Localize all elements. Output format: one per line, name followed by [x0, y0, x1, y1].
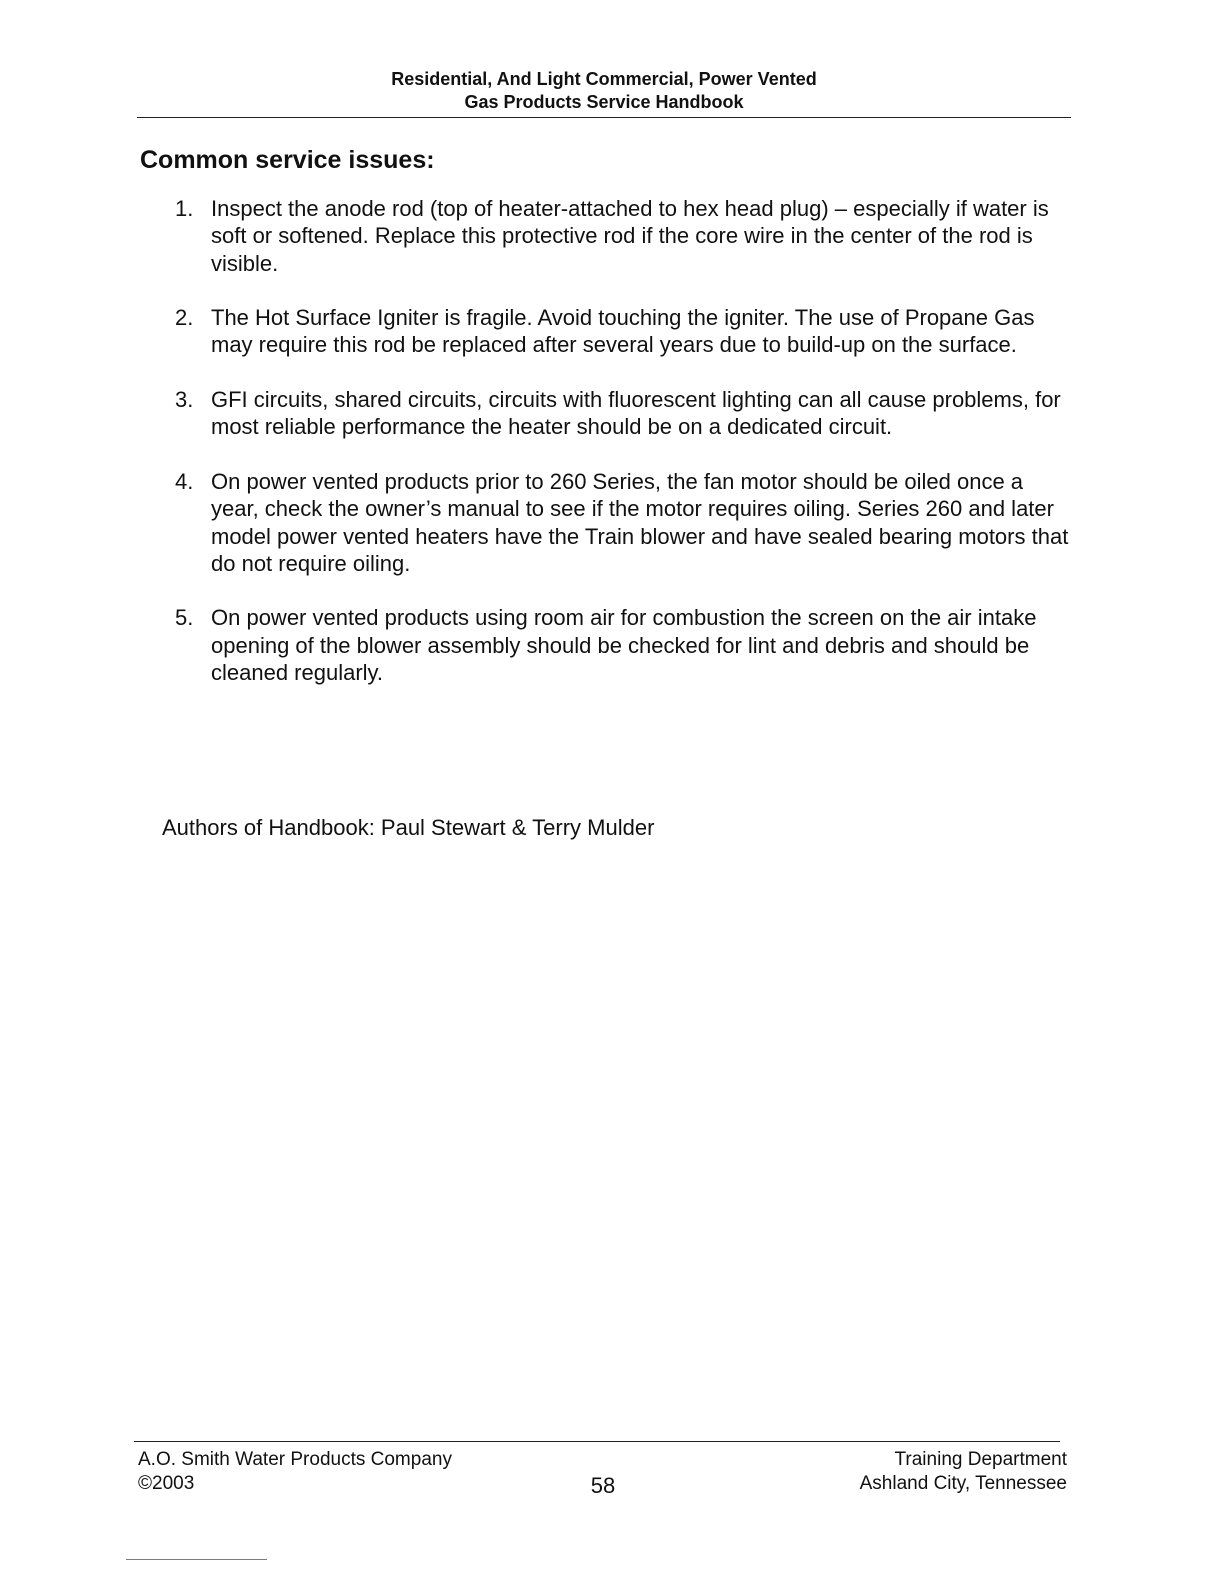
issue-text: On power vented products prior to 260 Series, the fan motor should be oiled once a year, check the owner’s manual to see if the motor requires oiling. Series 260 and later model power vented heaters have the Train blower and have sealed bearing motors that do not require oiling. — [211, 468, 1069, 576]
page-header — [137, 68, 1071, 114]
authors-credit: Authors of Handbook: Paul Stewart & Terry Mulder — [162, 815, 655, 840]
footer-location: Ashland City, Tennessee — [859, 1473, 1067, 1494]
issue-number: 5. — [175, 605, 194, 631]
header-title-line-2: Gas Products Service Handbook — [464, 92, 744, 112]
header-title-line-1: Residential, And Light Commercial, Power Vented — [391, 69, 817, 89]
issue-number: 1. — [175, 196, 194, 221]
issue-text: On power vented products using room air for combustion the screen on the air intake opening of the blower assembly should be checked for lint and debris and should be cleaned regularly. — [211, 605, 1037, 686]
footer-company: A.O. Smith Water Products Company — [138, 1449, 452, 1470]
issue-number: 4. — [175, 468, 194, 494]
footer-right — [860, 1448, 1067, 1496]
issue-number: 2. — [175, 305, 194, 331]
bottom-link-underline — [126, 1559, 267, 1560]
footer-department: Training Department — [894, 1449, 1067, 1470]
page-number: 58 — [590, 1473, 616, 1498]
footer-left — [138, 1448, 452, 1496]
issue-item — [170, 386, 1075, 441]
section-title: Common service issues: — [140, 146, 435, 174]
issues-list — [170, 195, 1075, 714]
header-divider — [137, 117, 1071, 118]
issue-text: The Hot Surface Igniter is fragile. Avoid touching the igniter. The use of Propane Gas may require this rod be replaced after several years due to build-up on the surface. — [211, 305, 1035, 358]
footer-copyright: ©2003 — [138, 1473, 195, 1494]
issue-text: GFI circuits, shared circuits, circuits with fluorescent lighting can all cause problems, for most reliable performance the heater should be on a dedicated circuit. — [211, 387, 1061, 440]
issue-text: Inspect the anode rod (top of heater-attached to hex head plug) – especially if water is soft or softened. Replace this protective rod if the core wire in the center of the rod is visible. — [211, 196, 1049, 276]
issue-item — [170, 304, 1075, 359]
footer-divider — [134, 1441, 1060, 1442]
issue-number: 3. — [175, 387, 194, 413]
issue-item — [170, 604, 1075, 686]
issue-item — [170, 195, 1075, 277]
issue-item — [170, 468, 1075, 577]
